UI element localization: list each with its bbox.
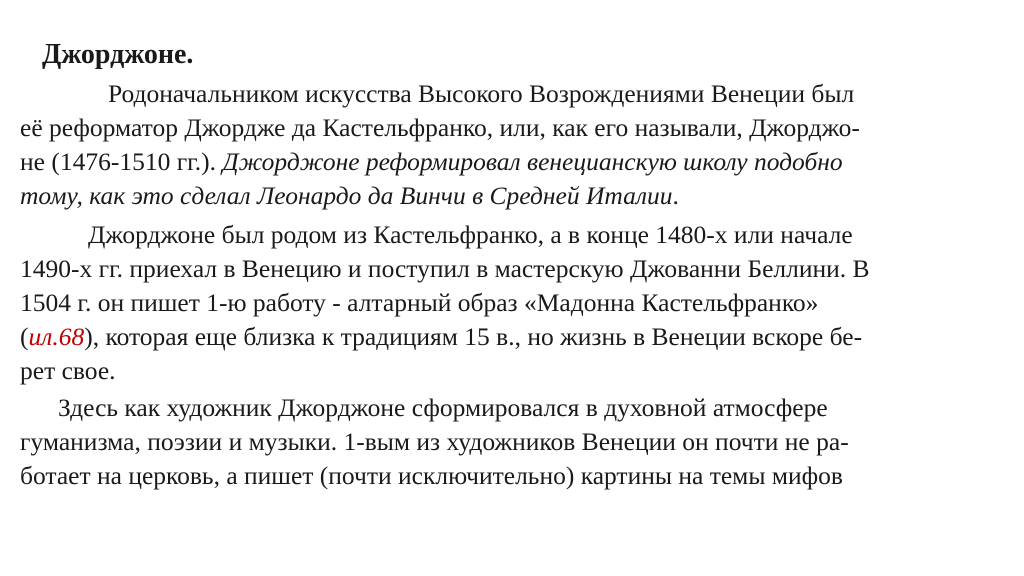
text-segment: . [672, 181, 679, 210]
text-line: 1490-х гг. приехал в Венецию и поступил в мастерскую Джованни Беллини. В [20, 254, 870, 283]
figure-reference-link[interactable]: ил.68 [28, 322, 85, 351]
text-line: 1504 г. он пишет 1-ю работу - алтарный образ «Мадонна Кастельфранко» [20, 288, 819, 317]
text-line: гуманизма, поэзии и музыки. 1-вым из художников Венеции он почти не ра- [20, 427, 849, 456]
italic-segment: Джорджоне реформировал венецианскую школу подобно [222, 147, 843, 176]
text-line: Джорджоне был родом из Кастельфранко, а в конце 1480-х или начале [88, 220, 853, 249]
text-segment: не (1476-1510 гг.). [20, 147, 223, 176]
text-line [20, 320, 862, 354]
text-segment: ( [20, 322, 29, 351]
text-line: ботает на церковь, а пишет (почти исключительно) картины на темы мифов [20, 461, 843, 490]
text-line: её реформатор Джордже да Кастельфранко, или, как его называли, Джорджо- [20, 113, 860, 142]
text-line: рет свое. [20, 356, 116, 385]
text-line [20, 145, 843, 179]
text-line: Родоначальником искусства Высокого Возрождениями Венеции был [108, 79, 855, 108]
italic-segment: тому, как это сделал Леонардо да Винчи в Средней Италии [20, 181, 673, 210]
slide-title: Джорджоне. [42, 39, 194, 70]
text-line: Здесь как художник Джорджоне сформировался в духовной атмосфере [58, 393, 828, 422]
text-line [20, 179, 679, 213]
text-segment: ), которая еще близка к традициям 15 в., но жизнь в Венеции вскоре бе- [84, 322, 863, 351]
